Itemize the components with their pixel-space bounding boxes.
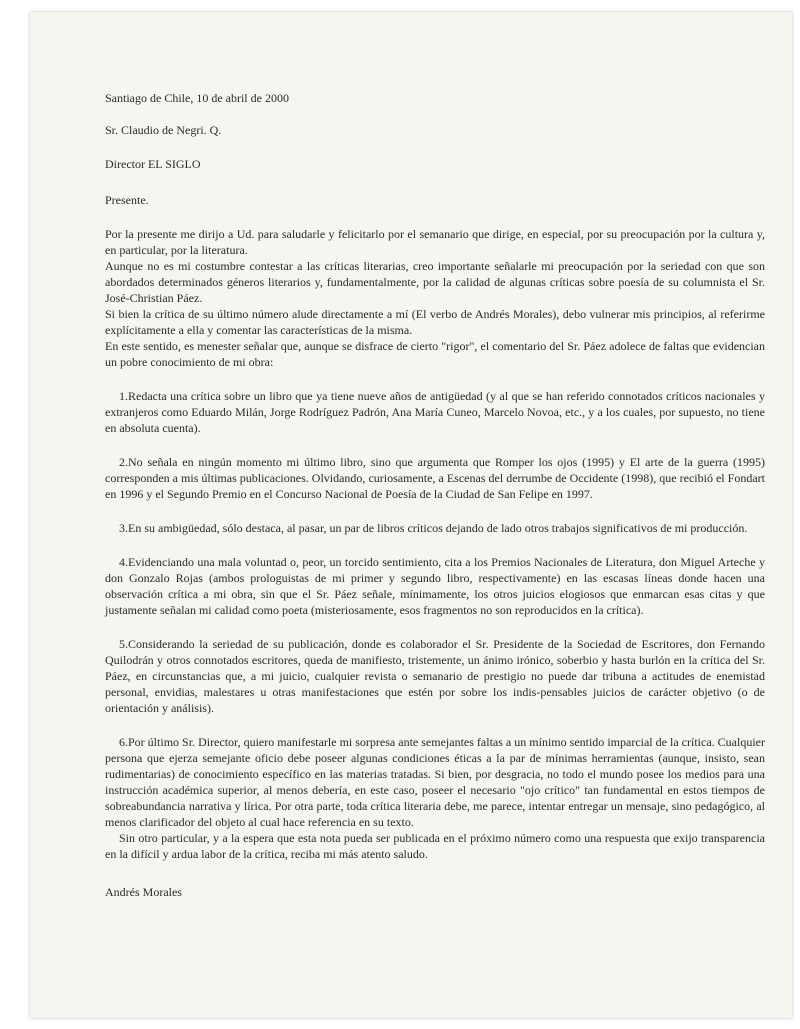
point-1: 1.Redacta una crítica sobre un libro que ya tiene nueve años de antigüedad (y al que se han referido connotados críticos nacionales y extranjeros como Eduardo Milán, Jorge Rodríguez Padrón, Ana María Cuneo, Marcelo Novoa, etc., y a los cuales, por supuesto, no tiene en absoluta cuenta).	[105, 389, 765, 435]
point-5: 5.Considerando la seriedad de su publicación, donde es colaborador el Sr. Presidente de la Sociedad de Escritores, don Fernando Quilodrán y otros connotados escritores, queda de manifiesto, tristemente, un ánimo irónico, soberbio y hasta burlón en la crítica del Sr. Páez, en circunstancias que, a mi juicio, cualquier revista o semanario de prestigio no puede dar tribuna a actitudes de enemistad personal, envidias, malestares u otras manifestaciones que estén por sobre los indis-pensables juicios de carácter objetivo (o de orientación y análisis).	[105, 637, 765, 715]
point-3: 3.En su ambigüedad, sólo destaca, al pasar, un par de libros críticos dejando de lado otros trabajos significativos de mi producción.	[119, 521, 748, 535]
point-2: 2.No señala en ningún momento mi último libro, sino que argumenta que Romper los ojos (1995) y El arte de la guerra (1995) corresponden a mis últimas publicaciones. Olvidando, curiosamente, a Escenas del derrumbe de Occidente (1998), que recibió el Fondart en 1996 y el Segundo Premio en el Concurso Nacional de Poesía de la Ciudad de San Felipe en 1997.	[105, 455, 765, 501]
point-6: 6.Por último Sr. Director, quiero manifestarle mi sorpresa ante semejantes faltas a un mínimo sentido imparcial de la crítica. Cualquier persona que ejerza semejante oficio debe poseer algunas condiciones éticas a la par de mínimas herramientas (aunque, insisto, sean rudimentarias) de conocimiento específico en las materias tratadas. Si bien, por desgracia, no todo el mundo posee los medios para una instrucción académica superior, al menos debería, en este caso, poseer el necesario "ojo crítico" tan fundamental en estos tiempos de sobreabundancia narrativa y lírica. Por otra parte, toda crítica literaria debe, me parece, intentar entregar un mensaje, sino pedagógico, al menos clarificador del objeto al cual hace referencia en su texto.	[105, 735, 765, 829]
recipient-title: Director EL SIGLO	[105, 157, 201, 171]
signature: Andrés Morales	[105, 885, 182, 899]
intro-paragraph-1: Por la presente me dirijo a Ud. para saludarle y felicitarlo por el semanario que dirige, en especial, por su preocupación por la cultura y, en particular, por la literatura.	[105, 227, 765, 257]
closing-paragraph: Sin otro particular, y a la espera que esta nota pueda ser publicada en el próximo número como una respuesta que exijo transparencia en la difícil y ardua labor de la crítica, reciba mi más atento saludo.	[105, 831, 765, 861]
intro-paragraph-3: Si bien la crítica de su último número alude directamente a mí (El verbo de Andrés Morales), debo vulnerar mis principios, al referirme explícitamente a ella y comentar las características de la misma.	[105, 307, 765, 337]
letter-page	[30, 12, 792, 1018]
letter-body	[105, 82, 765, 900]
point-4: 4.Evidenciando una mala voluntad o, peor, un torcido sentimiento, cita a los Premios Nacionales de Literatura, don Miguel Arteche y don Gonzalo Rojas (ambos prologuistas de mi primer y segundo libro, respectivamente) en las escasas líneas donde hacen una observación crítica a mi obra, sin que el Sr. Páez señale, mínimamente, los otros juicios elogiosos que enmarcan esas citas y que justamente señalan mi calidad como poeta (misteriosamente, esos fragmentos no son reproducidos en la crítica).	[105, 555, 765, 617]
intro-paragraph-4: En este sentido, es menester señalar que, aunque se disfrace de cierto "rigor", el comentario del Sr. Páez adolece de faltas que evidencian un pobre conocimiento de mi obra:	[105, 339, 765, 369]
letter-greeting: Presente.	[105, 193, 149, 207]
intro-paragraph-2: Aunque no es mi costumbre contestar a las críticas literarias, creo importante señalarle mi preocupación por la seriedad con que son abordados determinados géneros literarios y, fundamentalmente, por la calidad de algunas críticas sobre poesía de su columnista el Sr. José-Christian Páez.	[105, 259, 765, 305]
letter-recipient: Sr. Claudio de Negri. Q.	[105, 123, 222, 137]
letter-date: Santiago de Chile, 10 de abril de 2000	[105, 91, 289, 105]
